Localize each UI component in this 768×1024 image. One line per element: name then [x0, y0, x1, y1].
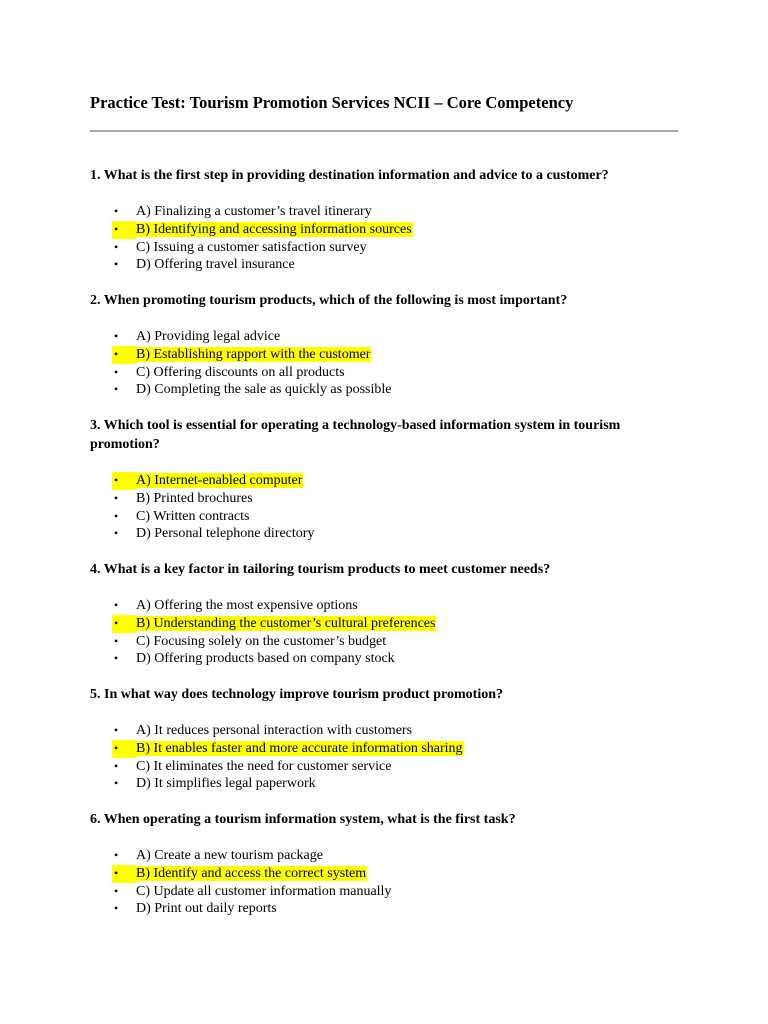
bullet-icon: • [114, 364, 119, 379]
bullet-icon: • [114, 204, 119, 218]
bullet-icon: • [114, 758, 119, 773]
question-text: 6. When operating a tourism information system, what is the first task? [90, 812, 516, 827]
bullet-icon: • [112, 865, 136, 883]
question-text: 4. What is a key factor in tailoring tourism products to meet customer needs? [90, 562, 551, 577]
option-list [90, 722, 678, 793]
option-text: A) Finalizing a customer’s travel itinerary [136, 204, 372, 219]
question-text: 1. What is the first step in providing destination information and advice to a customer? [90, 168, 609, 183]
option-item-highlighted [90, 221, 678, 239]
bullet-icon: • [114, 257, 119, 272]
option-text: A) It reduces personal interaction with customers [136, 723, 413, 738]
question-3 [90, 416, 678, 543]
horizontal-rule [90, 130, 678, 132]
option-list [90, 847, 678, 918]
option-text: B) It enables faster and more accurate information sharing [136, 740, 463, 756]
option-item [90, 256, 678, 274]
option-text: A) Internet-enabled computer [136, 473, 303, 488]
bullet-icon: • [114, 883, 119, 898]
option-item [90, 758, 678, 776]
option-text: D) It simplifies legal paperwork [136, 776, 316, 792]
bullet-icon: • [112, 346, 136, 364]
bullet-icon: • [114, 598, 119, 612]
bullet-icon: • [112, 740, 136, 758]
option-item [90, 381, 678, 399]
option-item [90, 650, 678, 668]
option-item-highlighted [90, 346, 678, 364]
option-item [90, 633, 678, 651]
option-text: C) It eliminates the need for customer service [136, 758, 392, 774]
option-item [90, 722, 678, 740]
option-item [90, 328, 678, 346]
option-item [90, 239, 678, 257]
option-text: D) Print out daily reports [136, 901, 277, 917]
option-list [90, 203, 678, 274]
bullet-icon: • [114, 239, 119, 254]
option-text: D) Offering products based on company stock [136, 651, 395, 667]
option-text: D) Completing the sale as quickly as possible [136, 382, 392, 398]
option-item [90, 490, 678, 508]
question-1 [90, 166, 678, 274]
option-item [90, 775, 678, 793]
bullet-icon: • [114, 723, 119, 737]
option-text: C) Update all customer information manually [136, 883, 392, 899]
option-item [90, 508, 678, 526]
option-text: D) Offering travel insurance [136, 257, 295, 273]
bullet-icon: • [114, 329, 119, 343]
option-item [90, 847, 678, 865]
option-item-highlighted [90, 740, 678, 758]
question-6 [90, 810, 678, 918]
option-list [90, 472, 678, 543]
bullet-icon: • [114, 382, 119, 397]
option-item [90, 883, 678, 901]
bullet-icon: • [114, 508, 119, 523]
bullet-icon: • [114, 848, 119, 862]
option-text: B) Identify and access the correct system [136, 865, 367, 881]
bullet-icon: • [114, 490, 119, 505]
option-list [90, 328, 678, 399]
option-item [90, 900, 678, 918]
option-text: C) Offering discounts on all products [136, 364, 345, 380]
option-text: A) Offering the most expensive options [136, 598, 358, 613]
bullet-icon: • [112, 615, 136, 633]
option-text: C) Focusing solely on the customer’s budget [136, 633, 387, 649]
question-5 [90, 685, 678, 793]
option-item-highlighted [90, 472, 678, 490]
bullet-icon: • [112, 472, 136, 490]
option-item [90, 364, 678, 382]
option-text: B) Identifying and accessing information sources [136, 221, 412, 237]
option-text: A) Providing legal advice [136, 329, 281, 344]
question-4 [90, 560, 678, 668]
option-list [90, 597, 678, 668]
option-text: C) Written contracts [136, 508, 250, 524]
bullet-icon: • [114, 901, 119, 916]
option-text: B) Printed brochures [136, 490, 253, 506]
option-text: B) Understanding the customer’s cultural preferences [136, 615, 436, 631]
question-text: 2. When promoting tourism products, which of the following is most important? [90, 293, 568, 308]
option-item [90, 203, 678, 221]
bullet-icon: • [114, 651, 119, 666]
page-title: Practice Test: Tourism Promotion Services NCII – Core Competency [90, 93, 574, 112]
question-text: 5. In what way does technology improve tourism product promotion? [90, 687, 504, 702]
option-text: A) Create a new tourism package [136, 848, 323, 863]
option-item-highlighted [90, 615, 678, 633]
option-item [90, 597, 678, 615]
bullet-icon: • [114, 526, 119, 541]
option-text: D) Personal telephone directory [136, 526, 315, 542]
option-text: B) Establishing rapport with the customer [136, 346, 371, 362]
question-text: 3. Which tool is essential for operating a technology-based information system in tourism promotion? [90, 418, 621, 452]
option-item-highlighted [90, 865, 678, 883]
bullet-icon: • [114, 776, 119, 791]
bullet-icon: • [112, 221, 136, 239]
option-text: C) Issuing a customer satisfaction survey [136, 239, 367, 255]
option-item [90, 525, 678, 543]
bullet-icon: • [114, 633, 119, 648]
question-2 [90, 291, 678, 399]
